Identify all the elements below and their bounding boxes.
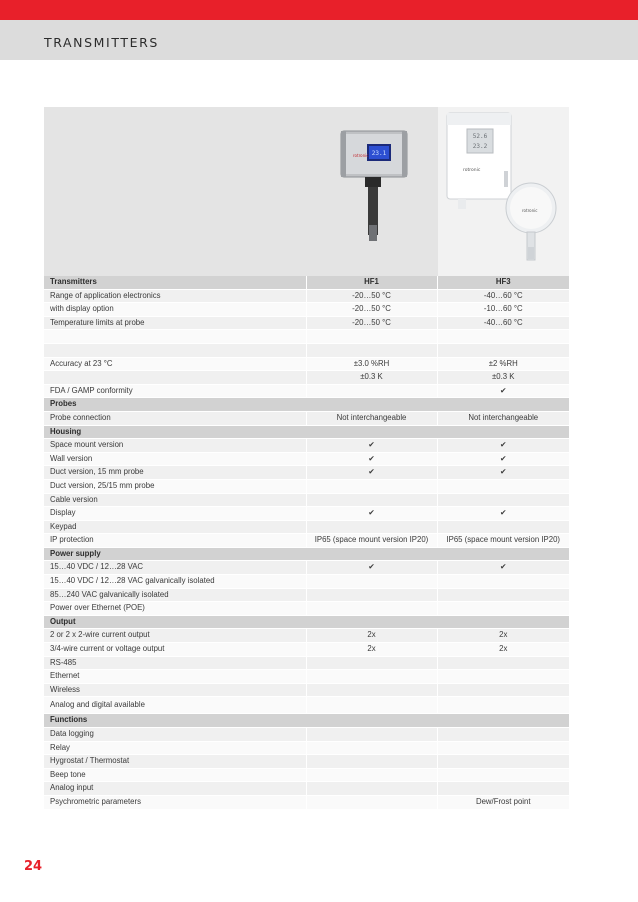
row-hf1-value: IP65 (space mount version IP20) [306, 534, 437, 548]
table-row [44, 534, 569, 548]
table-row [44, 520, 569, 534]
hf3-round-logo: rotronic [522, 208, 538, 213]
table-row [44, 330, 569, 344]
row-label: 2 or 2 x 2-wire current output [44, 629, 306, 643]
row-hf3-value: ✔ [437, 452, 569, 466]
row-label: Analog input [44, 782, 306, 796]
table-row [44, 755, 569, 769]
table-row [44, 411, 569, 425]
row-label: 15…40 VDC / 12…28 VAC [44, 561, 306, 575]
row-hf3-value [437, 741, 569, 755]
row-label: Keypad [44, 520, 306, 534]
hf1-brand-logo: rotronic [353, 153, 369, 158]
row-hf1-value: ✔ [306, 561, 437, 575]
row-hf1-value: ✔ [306, 452, 437, 466]
row-hf3-value [437, 683, 569, 697]
page-title: TRANSMITTERS [44, 35, 159, 50]
row-hf1-value [306, 683, 437, 697]
row-label: Temperature limits at probe [44, 316, 306, 330]
row-hf3-value: ✔ [437, 561, 569, 575]
row-hf3-value: Not interchangeable [437, 411, 569, 425]
table-row [44, 479, 569, 493]
row-hf1-value [306, 697, 437, 714]
row-label [44, 371, 306, 385]
hf3-brand-logo: rotronic [463, 168, 481, 173]
row-hf3-value [437, 728, 569, 742]
row-hf3-value: 2x [437, 629, 569, 643]
row-hf3-value: -10…60 °C [437, 303, 569, 317]
row-label: Beep tone [44, 768, 306, 782]
row-hf3-value: -40…60 °C [437, 289, 569, 303]
spec-table [44, 276, 569, 810]
table-row [44, 303, 569, 317]
hf3-transmitter-illustration [438, 107, 569, 276]
row-label: 85…240 VAC galvanically isolated [44, 588, 306, 602]
header-label: Transmitters [44, 276, 306, 289]
table-row [44, 588, 569, 602]
hf3-product-image [438, 107, 569, 276]
row-hf3-value [437, 697, 569, 714]
row-hf1-value: -20…50 °C [306, 289, 437, 303]
table-row [44, 741, 569, 755]
row-hf3-value: ±2 %RH [437, 357, 569, 371]
row-label: Wireless [44, 683, 306, 697]
row-label: Wall version [44, 452, 306, 466]
row-label: FDA / GAMP conformity [44, 384, 306, 398]
section-title: Housing [44, 425, 569, 439]
table-row [44, 561, 569, 575]
row-label: Probe connection [44, 411, 306, 425]
hf1-display-text: 23.1 [371, 150, 387, 157]
row-hf1-value: Not interchangeable [306, 411, 437, 425]
row-hf3-value [437, 768, 569, 782]
row-hf3-value [437, 588, 569, 602]
row-hf3-value [437, 520, 569, 534]
row-hf1-value: -20…50 °C [306, 303, 437, 317]
row-label: Duct version, 15 mm probe [44, 466, 306, 480]
row-hf3-value: 2x [437, 643, 569, 657]
row-hf1-value [306, 588, 437, 602]
row-hf1-value [306, 575, 437, 589]
row-label: RS-485 [44, 656, 306, 670]
top-accent-bar [0, 0, 638, 20]
row-label: 15…40 VDC / 12…28 VAC galvanically isolated [44, 575, 306, 589]
row-hf3-value: IP65 (space mount version IP20) [437, 534, 569, 548]
page-number: 24 [24, 859, 43, 874]
table-row [44, 466, 569, 480]
table-row [44, 384, 569, 398]
table-row [44, 439, 569, 453]
row-hf3-value [437, 479, 569, 493]
row-label: Range of application electronics [44, 289, 306, 303]
row-hf1-value: ±0.3 K [306, 371, 437, 385]
row-hf3-value [437, 575, 569, 589]
row-label: Data logging [44, 728, 306, 742]
row-label: Accuracy at 23 °C [44, 357, 306, 371]
row-label: Psychrometric parameters [44, 795, 306, 809]
table-row [44, 507, 569, 521]
row-label: Space mount version [44, 439, 306, 453]
table-row [44, 670, 569, 684]
table-row [44, 493, 569, 507]
row-label: 3/4-wire current or voltage output [44, 643, 306, 657]
product-image-area [44, 107, 569, 276]
row-hf1-value: 2x [306, 643, 437, 657]
row-hf1-value: 2x [306, 629, 437, 643]
row-hf1-value [306, 768, 437, 782]
row-label: Duct version, 25/15 mm probe [44, 479, 306, 493]
row-hf3-value: -40…60 °C [437, 316, 569, 330]
hf3-display-line-1: 52.6 [472, 133, 488, 140]
row-hf1-value: -20…50 °C [306, 316, 437, 330]
row-hf3-value [437, 755, 569, 769]
table-row [44, 782, 569, 796]
row-hf3-value: ✔ [437, 384, 569, 398]
row-hf3-value [437, 493, 569, 507]
row-hf1-value [306, 795, 437, 809]
table-row [44, 656, 569, 670]
row-hf1-value: ✔ [306, 439, 437, 453]
row-hf1-value: ±3.0 %RH [306, 357, 437, 371]
table-row [44, 289, 569, 303]
row-hf3-value: ±0.3 K [437, 371, 569, 385]
row-hf1-value [306, 384, 437, 398]
row-label: Analog and digital available [44, 697, 306, 714]
table-row [44, 602, 569, 616]
table-row [44, 357, 569, 371]
row-label: Power over Ethernet (POE) [44, 602, 306, 616]
section-header-output [44, 615, 569, 629]
row-hf3-value: ✔ [437, 466, 569, 480]
table-row [44, 371, 569, 385]
spec-table-body [44, 276, 569, 809]
row-hf1-value [306, 656, 437, 670]
row-hf1-value [306, 602, 437, 616]
row-hf3-value [437, 782, 569, 796]
section-title: Output [44, 615, 569, 629]
table-row [44, 343, 569, 357]
table-row [44, 728, 569, 742]
row-hf3-value [437, 343, 569, 357]
table-row [44, 795, 569, 809]
section-title: Functions [44, 714, 569, 728]
row-hf1-value [306, 343, 437, 357]
row-label [44, 330, 306, 344]
table-row [44, 575, 569, 589]
section-header-power [44, 547, 569, 561]
hf3-display-line-2: 23.2 [472, 143, 488, 150]
row-hf3-value [437, 602, 569, 616]
row-label: with display option [44, 303, 306, 317]
hf1-transmitter-illustration [308, 107, 438, 276]
row-label [44, 343, 306, 357]
table-row [44, 768, 569, 782]
section-title: Power supply [44, 547, 569, 561]
table-row [44, 643, 569, 657]
row-label: IP protection [44, 534, 306, 548]
section-title: Probes [44, 398, 569, 412]
row-hf1-value [306, 755, 437, 769]
row-hf3-value: ✔ [437, 439, 569, 453]
table-row [44, 629, 569, 643]
section-header-housing [44, 425, 569, 439]
row-hf1-value [306, 741, 437, 755]
table-row [44, 316, 569, 330]
row-label: Ethernet [44, 670, 306, 684]
header-hf3: HF3 [437, 276, 569, 289]
row-label: Hygrostat / Thermostat [44, 755, 306, 769]
row-hf1-value [306, 670, 437, 684]
row-hf1-value [306, 728, 437, 742]
table-row [44, 452, 569, 466]
row-hf1-value: ✔ [306, 466, 437, 480]
row-hf1-value [306, 782, 437, 796]
section-header-probes [44, 398, 569, 412]
row-label: Display [44, 507, 306, 521]
table-row [44, 683, 569, 697]
row-label: Relay [44, 741, 306, 755]
header-hf1: HF1 [306, 276, 437, 289]
row-hf1-value: ✔ [306, 507, 437, 521]
row-hf1-value [306, 520, 437, 534]
hf1-product-image [308, 107, 438, 276]
row-hf3-value: ✔ [437, 507, 569, 521]
row-hf3-value: Dew/Frost point [437, 795, 569, 809]
table-header-row [44, 276, 569, 289]
row-hf1-value [306, 479, 437, 493]
row-hf1-value [306, 493, 437, 507]
row-hf3-value [437, 330, 569, 344]
row-label: Cable version [44, 493, 306, 507]
row-hf3-value [437, 670, 569, 684]
row-hf3-value [437, 656, 569, 670]
table-row [44, 697, 569, 714]
row-hf1-value [306, 330, 437, 344]
section-header-functions [44, 714, 569, 728]
